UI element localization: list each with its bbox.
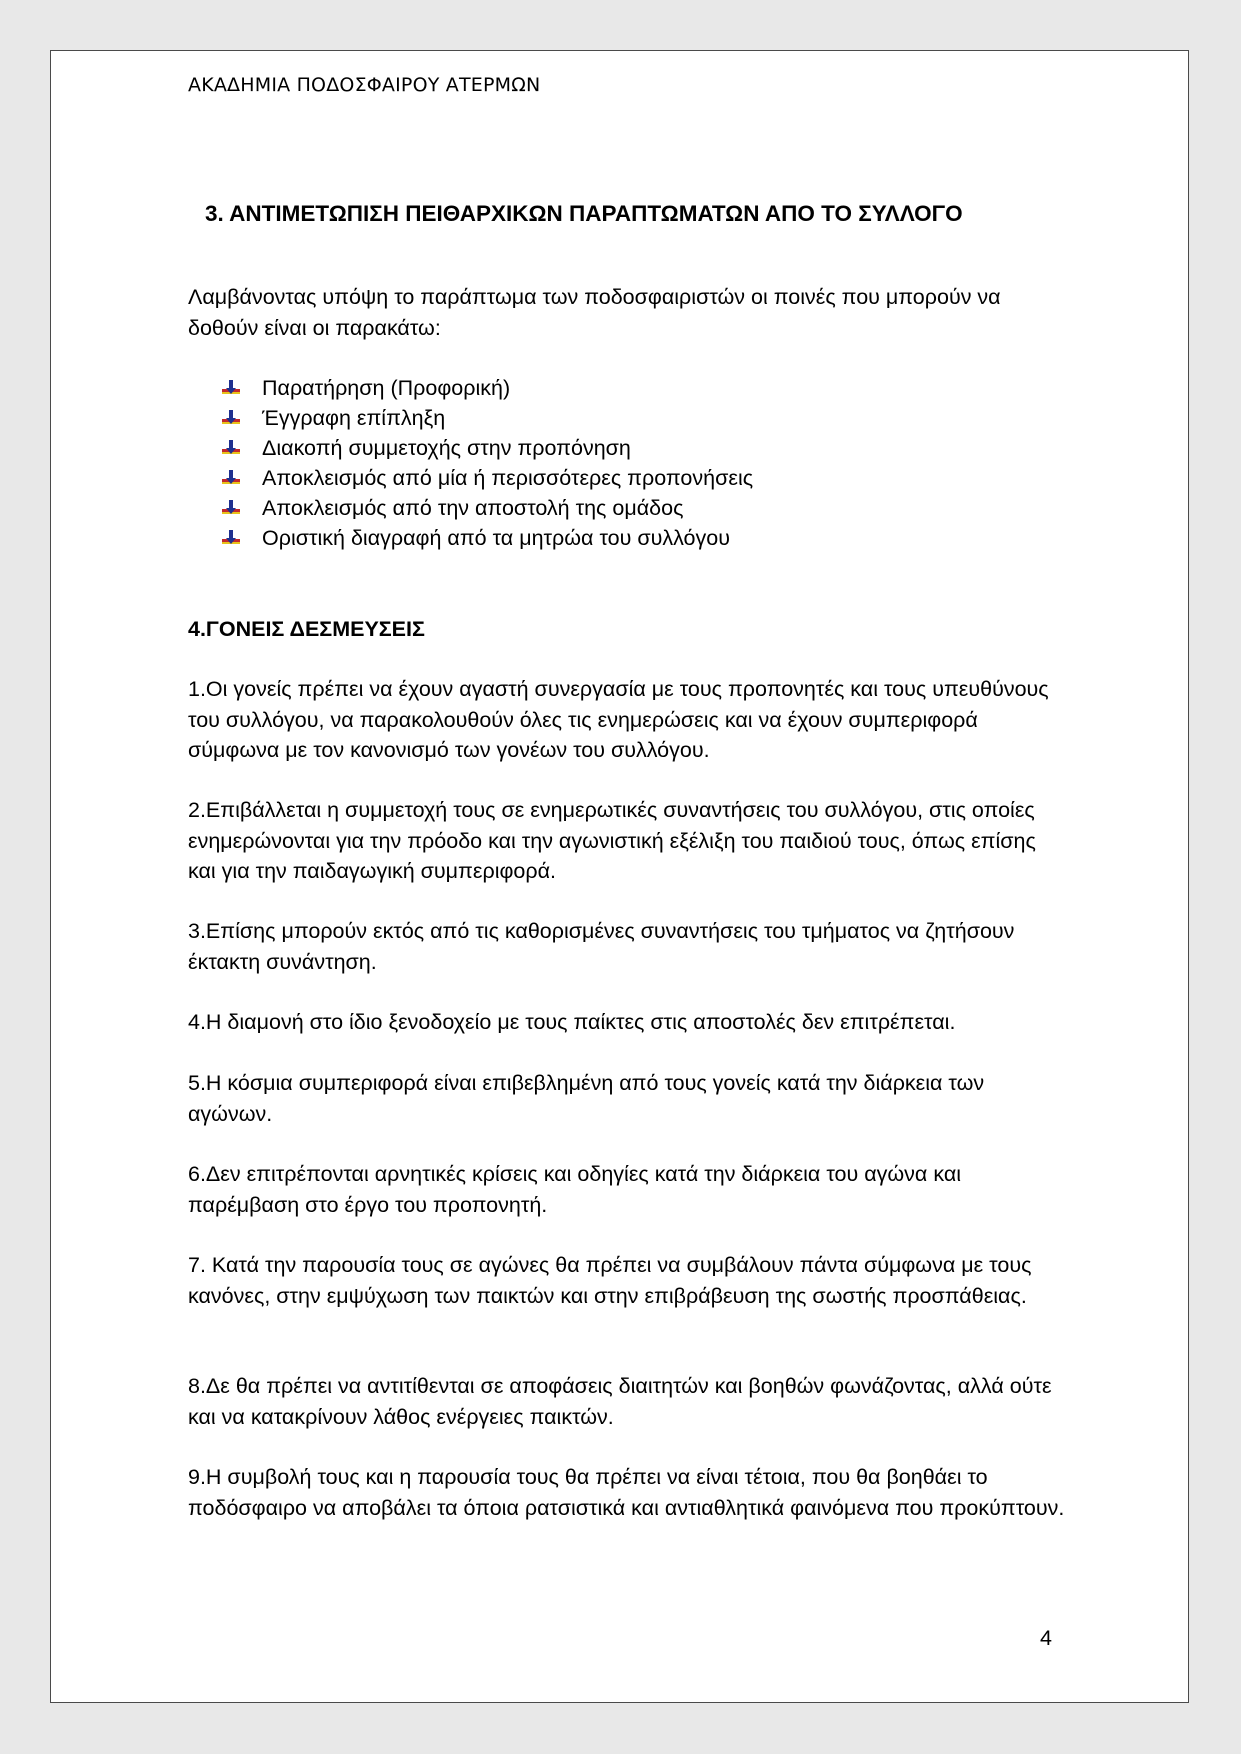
section-3-title: 3. ΑΝΤΙΜΕΤΩΠΙΣΗ ΠΕΙΘΑΡΧΙΚΩΝ ΠΑΡΑΠΤΩΜΑΤΩΝ ΑΠΟ ΤΟ ΣΥΛΛΟΓΟ	[205, 201, 963, 226]
paragraph-2: 2.Επιβάλλεται η συμμετοχή τους σε ενημερωτικές συναντήσεις του συλλόγου, στις οποίες ενημερώνονται για την πρόοδο και την αγωνιστική εξέλιξη του παιδιού τους, όπως επίσης και για την παιδαγωγική συμπεριφορά.	[188, 798, 1036, 883]
arrow-down-icon	[222, 439, 240, 457]
list-item	[222, 403, 753, 433]
arrow-down-icon	[222, 499, 240, 517]
list-item	[222, 463, 753, 493]
arrow-down-icon	[222, 409, 240, 427]
paragraph-4: 4.Η διαμονή στο ίδιο ξενοδοχείο με τους παίκτες στις αποστολές δεν επιτρέπεται.	[188, 1010, 956, 1034]
paragraph-7: 7. Κατά την παρουσία τους σε αγώνες θα πρέπει να συμβάλουν πάντα σύμφωνα με τους κανόνες, στην εμψύχωση των παικτών και στην επιβράβευση της σωστής προσπάθειας.	[188, 1253, 1032, 1308]
list-item	[222, 433, 753, 463]
arrow-down-icon	[222, 529, 240, 547]
paragraph-5: 5.Η κόσμια συμπεριφορά είναι επιβεβλημένη από τους γονείς κατά την διάρκεια των αγώνων.	[188, 1071, 985, 1126]
paragraph-8: 8.Δε θα πρέπει να αντιτίθενται σε αποφάσεις διαιτητών και βοηθών φωνάζοντας, αλλά ούτε και να κατακρίνουν λάθος ενέργειες παικτών.	[188, 1374, 1052, 1429]
page-number: 4	[1040, 1626, 1052, 1650]
list-item	[222, 523, 753, 553]
list-item-text: Διακοπή συμμετοχής στην προπόνηση	[262, 436, 631, 460]
list-item	[222, 493, 753, 523]
list-item-text: Έγγραφη επίπληξη	[262, 406, 446, 430]
list-item-text: Αποκλεισμός από μία ή περισσότερες προπονήσεις	[262, 466, 754, 490]
section-4-title: 4.ΓΟΝΕΙΣ ΔΕΣΜΕΥΣΕΙΣ	[188, 617, 425, 641]
penalties-list	[222, 373, 753, 553]
section-3-intro: Λαμβάνοντας υπόψη το παράπτωμα των ποδοσφαιριστών οι ποινές που μπορούν να δοθούν είναι οι παρακάτω:	[188, 285, 1001, 340]
list-item	[222, 373, 753, 403]
paragraph-9: 9.Η συμβολή τους και η παρουσία τους θα πρέπει να είναι τέτοια, που θα βοηθάει το ποδόσφαιρο να αποβάλει τα όποια ρατσιστικά και αντιαθλητικά φαινόμενα που προκύπτουν.	[188, 1465, 1065, 1520]
arrow-down-icon	[222, 379, 240, 397]
document-header: ΑΚΑΔΗΜΙΑ ΠΟΔΟΣΦΑΙΡΟΥ ΑΤΕΡΜΩΝ	[188, 74, 541, 96]
list-item-text: Αποκλεισμός από την αποστολή της ομάδος	[262, 496, 684, 520]
paragraph-1: 1.Οι γονείς πρέπει να έχουν αγαστή συνεργασία με τους προπονητές και τους υπευθύνους του συλλόγου, να παρακολουθούν όλες τις ενημερώσεις και να έχουν συμπεριφορά σύμφωνα με τον κανονισμό των γονέων του συλλόγου.	[188, 677, 1049, 762]
list-item-text: Παρατήρηση (Προφορική)	[262, 376, 511, 400]
paragraph-6: 6.Δεν επιτρέπονται αρνητικές κρίσεις και οδηγίες κατά την διάρκεια του αγώνα και παρέμβαση στο έργο του προπονητή.	[188, 1162, 962, 1217]
arrow-down-icon	[222, 469, 240, 487]
paragraph-3: 3.Επίσης μπορούν εκτός από τις καθορισμένες συναντήσεις του τμήματος να ζητήσουν έκτακτη συνάντηση.	[188, 919, 1015, 974]
list-item-text: Οριστική διαγραφή από τα μητρώα του συλλόγου	[262, 526, 730, 550]
